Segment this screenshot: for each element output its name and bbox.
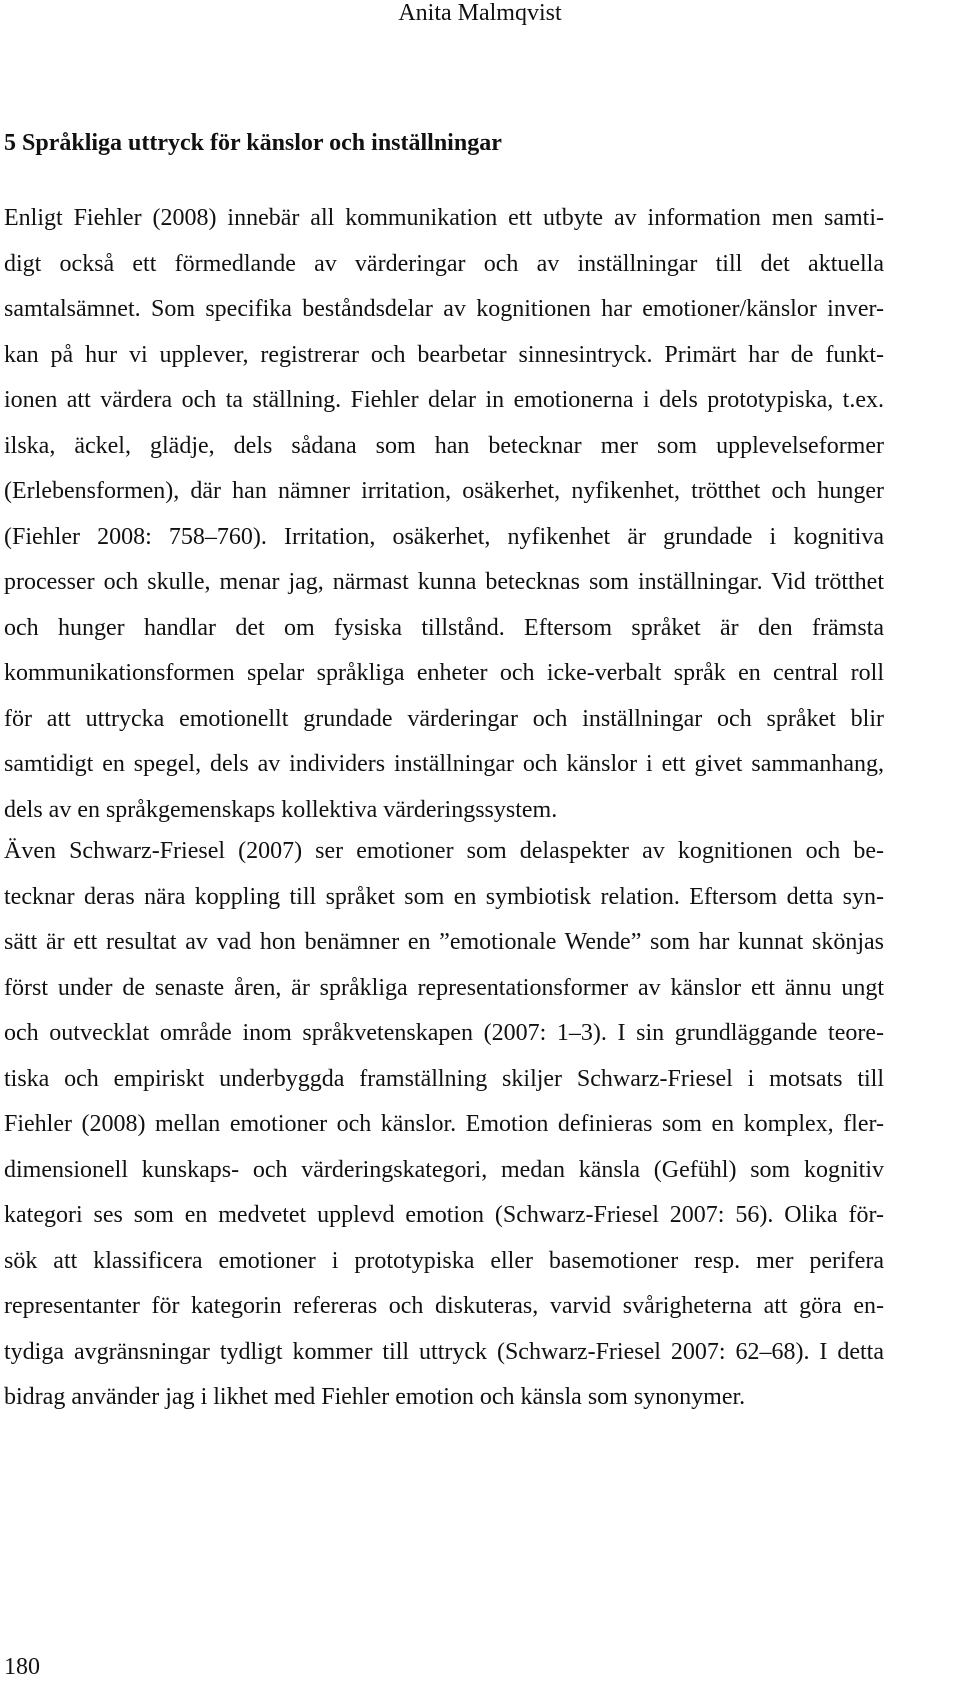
text-line: tiska och empiriskt underbyggda framställning skiljer Schwarz-Friesel i motsats till: [4, 1065, 884, 1092]
text-line: dimensionell kunskaps- och värderingskategori, medan känsla (Gefühl) som kognitiv: [4, 1156, 884, 1183]
text-line: (Erlebensformen), där han nämner irritation, osäkerhet, nyfikenhet, trötthet och hunger: [4, 478, 884, 504]
text-line: Även Schwarz-Friesel (2007) ser emotioner som delaspekter av kognitionen och be-: [4, 838, 884, 864]
running-header-author: Anita Malmqvist: [398, 0, 562, 26]
text-line: kategori ses som en medvetet upplevd emotion (Schwarz-Friesel 2007: 56). Olika för-: [4, 1202, 884, 1228]
text-line: representanter för kategorin refereras och diskuteras, varvid svårigheterna att göra en-: [4, 1293, 884, 1319]
text-line: Enligt Fiehler (2008) innebär all kommunikation ett utbyte av information men samti-: [4, 205, 884, 231]
text-line: sätt är ett resultat av vad hon benämner en ”emotionale Wende” som har kunnat skönjas: [4, 929, 884, 955]
text-line: bidrag använder jag i likhet med Fiehler emotion och känsla som synonymer.: [4, 1384, 746, 1410]
text-line: digt också ett förmedlande av värderingar och av inställningar till det aktuella: [4, 250, 884, 277]
text-line: sök att klassificera emotioner i prototypiska eller basemotioner resp. mer perifera: [4, 1247, 884, 1274]
text-line: kommunikationsformen spelar språkliga enheter och icke-verbalt språk en central roll: [4, 660, 884, 686]
text-line: först under de senaste åren, är språkliga representationsformer av känslor ett ännu ungt: [4, 974, 884, 1001]
text-line: kan på hur vi upplever, registrerar och bearbetar sinnesintryck. Primärt har de funkt-: [4, 341, 884, 368]
text-line: för att uttrycka emotionellt grundade värderingar och inställningar och språket blir: [4, 705, 884, 732]
text-line: ilska, äckel, glädje, dels sådana som han betecknar mer som upplevelseformer: [4, 432, 884, 459]
paragraph-1: [4, 196, 884, 833]
text-line: samtidigt en spegel, dels av individers inställningar och känslor i ett givet sammanhang,: [4, 751, 884, 777]
text-line: och hunger handlar det om fysiska tillstånd. Eftersom språket är den främsta: [4, 614, 884, 641]
page-number: 180: [4, 1654, 40, 1680]
section-heading: 5 Språkliga uttryck för känslor och inställningar: [4, 130, 502, 156]
text-line: Fiehler (2008) mellan emotioner och känslor. Emotion definieras som en komplex, fler-: [4, 1111, 884, 1137]
text-line: ionen att värdera och ta ställning. Fiehler delar in emotionerna i dels prototypiska, t.ex.: [4, 387, 884, 413]
text-line: (Fiehler 2008: 758–760). Irritation, osäkerhet, nyfikenhet är grundade i kognitiva: [4, 523, 884, 550]
text-line: processer och skulle, menar jag, närmast kunna betecknas som inställningar. Vid trötthet: [4, 569, 884, 595]
text-line: tydiga avgränsningar tydligt kommer till uttryck (Schwarz-Friesel 2007: 62–68). I detta: [4, 1338, 884, 1365]
text-line: tecknar deras nära koppling till språket som en symbiotisk relation. Eftersom detta syn-: [4, 883, 884, 910]
text-line: samtalsämnet. Som specifika beståndsdelar av kognitionen har emotioner/känslor inver-: [4, 296, 884, 322]
text-line: dels av en språkgemenskaps kollektiva värderingssystem.: [4, 796, 558, 823]
paragraph-2: [4, 829, 884, 1421]
text-line: och outvecklat område inom språkvetenskapen (2007: 1–3). I sin grundläggande teore-: [4, 1020, 884, 1046]
